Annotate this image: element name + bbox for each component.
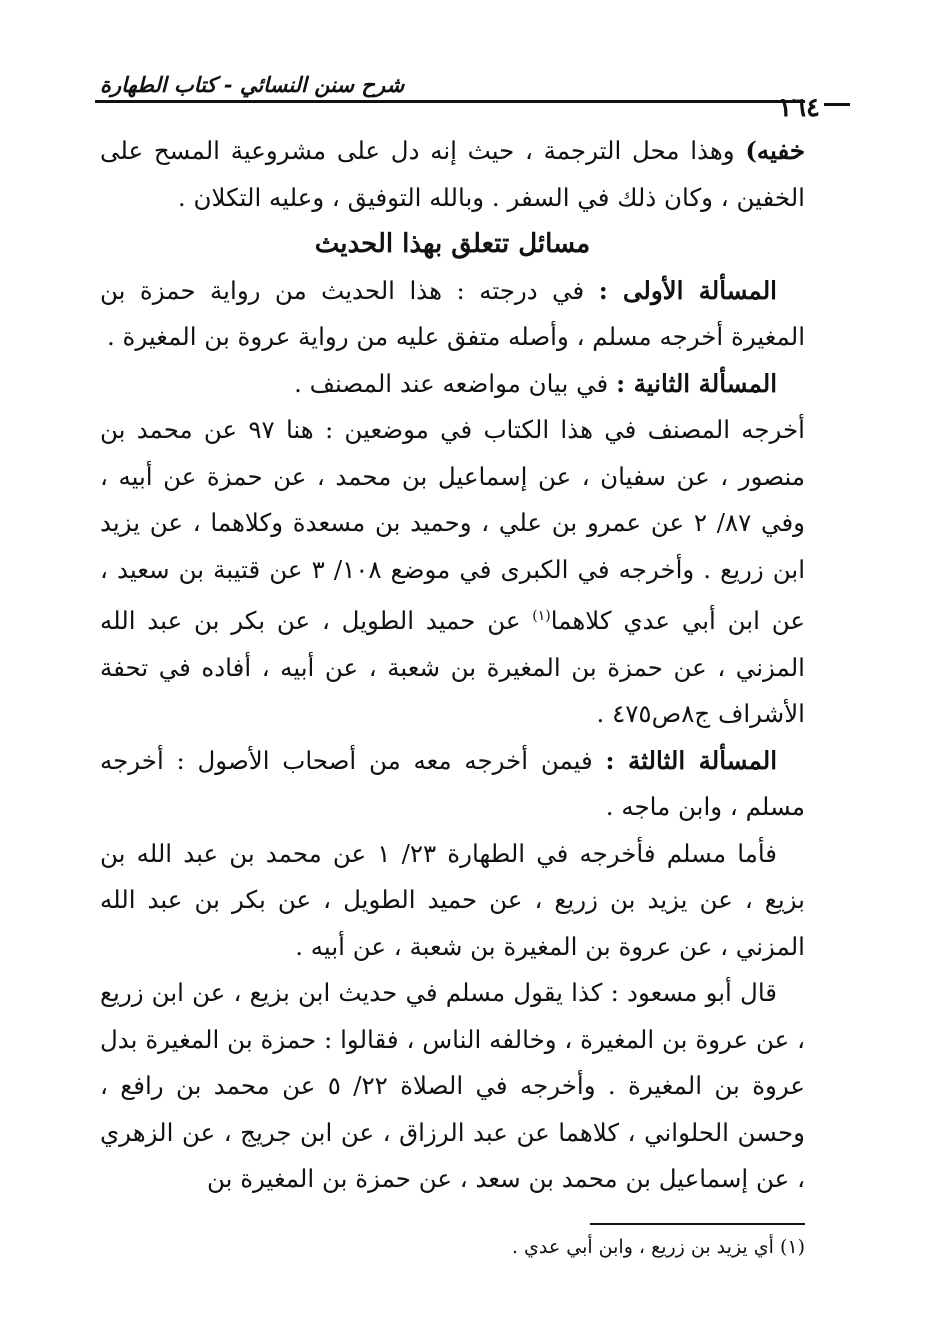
header-rule <box>95 100 805 103</box>
body-text <box>100 128 805 1203</box>
section-heading: مسائل تتعلق بهذا الحديث <box>314 229 591 259</box>
paragraph <box>100 128 805 221</box>
paragraph: فأما مسلم فأخرجه في الطهارة ٢٣/ ١ عن محمد بن عبد الله بن بزيع ، عن يزيد بن زريع ، عن حميد الطويل ، عن بكر بن عبد الله المزني ، عن عروة بن المغيرة بن شعبة ، عن أبيه . <box>100 838 805 961</box>
footnote: (١) أي يزيد بن زريع ، وابن أبي عدي . <box>511 1236 805 1258</box>
paragraph-text: عن حميد الطويل ، عن بكر بن عبد الله المزني ، عن حمزة بن المغيرة بن شعبة ، عن أبيه ، أفاده في تحفة الأشراف ج٨ص٤٧٥ . <box>100 606 805 729</box>
paragraph-text: أخرجه المصنف في هذا الكتاب في موضعين : هنا ٩٧ عن محمد بن منصور ، عن سفيان ، عن إسماعيل بن محمد ، عن حمزة عن أبيه ، وفي ٨٧/ ٢ عن عمرو بن علي ، وحميد بن مسعدة وكلاهما ، عن يزيد ابن زريع . وأخرجه في الكبرى في موضع ١٠٨/ ٣ عن قتيبة بن سعيد ، عن ابن أبي عدي كلاهما <box>100 415 806 636</box>
page-number: ١٦٤ <box>778 93 820 123</box>
page-number-dash <box>824 103 850 106</box>
issue-label: المسألة الثانية : <box>616 368 777 398</box>
paragraph-lead: خفيه) <box>745 136 805 165</box>
issue-text: فيمن أخرجه معه من أصحاب الأصول : أخرجه مسلم ، وابن ماجه . <box>100 745 805 822</box>
issue-label: المسألة الأولى : <box>598 275 777 305</box>
issue-text: في درجته : هذا الحديث من رواية حمزة بن المغيرة أخرجه مسلم ، وأصله متفق عليه من رواية عروة بن المغيرة . <box>100 275 805 351</box>
paragraph-text: وهذا محل الترجمة ، حيث إنه دل على مشروعية المسح على الخفين ، وكان ذلك في السفر . وبالله التوفيق ، وعليه التكلان . <box>100 136 805 212</box>
issue-label: المسألة الثالثة : <box>605 745 777 775</box>
paragraph <box>100 407 805 738</box>
issue-2 <box>100 361 805 408</box>
paragraph: قال أبو مسعود : كذا يقول مسلم في حديث ابن بزيع ، عن ابن زريع ، عن عروة بن المغيرة ، وخالفه الناس ، فقالوا : حمزة بن المغيرة بدل عروة بن المغيرة . وأخرجه في الصلاة ٢٢/ ٥ عن محمد بن رافع ، وحسن الحلواني ، كلاهما عن عبد الرزاق ، عن ابن جريج ، عن الزهري ، عن إسماعيل بن محمد بن سعد ، عن حمزة بن المغيرة بن <box>100 978 806 1194</box>
running-header: شرح سنن النسائي - كتاب الطهارة <box>100 72 405 97</box>
issue-1 <box>100 268 805 361</box>
footnote-ref: (١) <box>532 608 551 624</box>
footnote-rule <box>590 1223 805 1225</box>
issue-text: في بيان مواضعه عند المصنف . <box>294 368 617 398</box>
issue-3 <box>100 738 805 831</box>
